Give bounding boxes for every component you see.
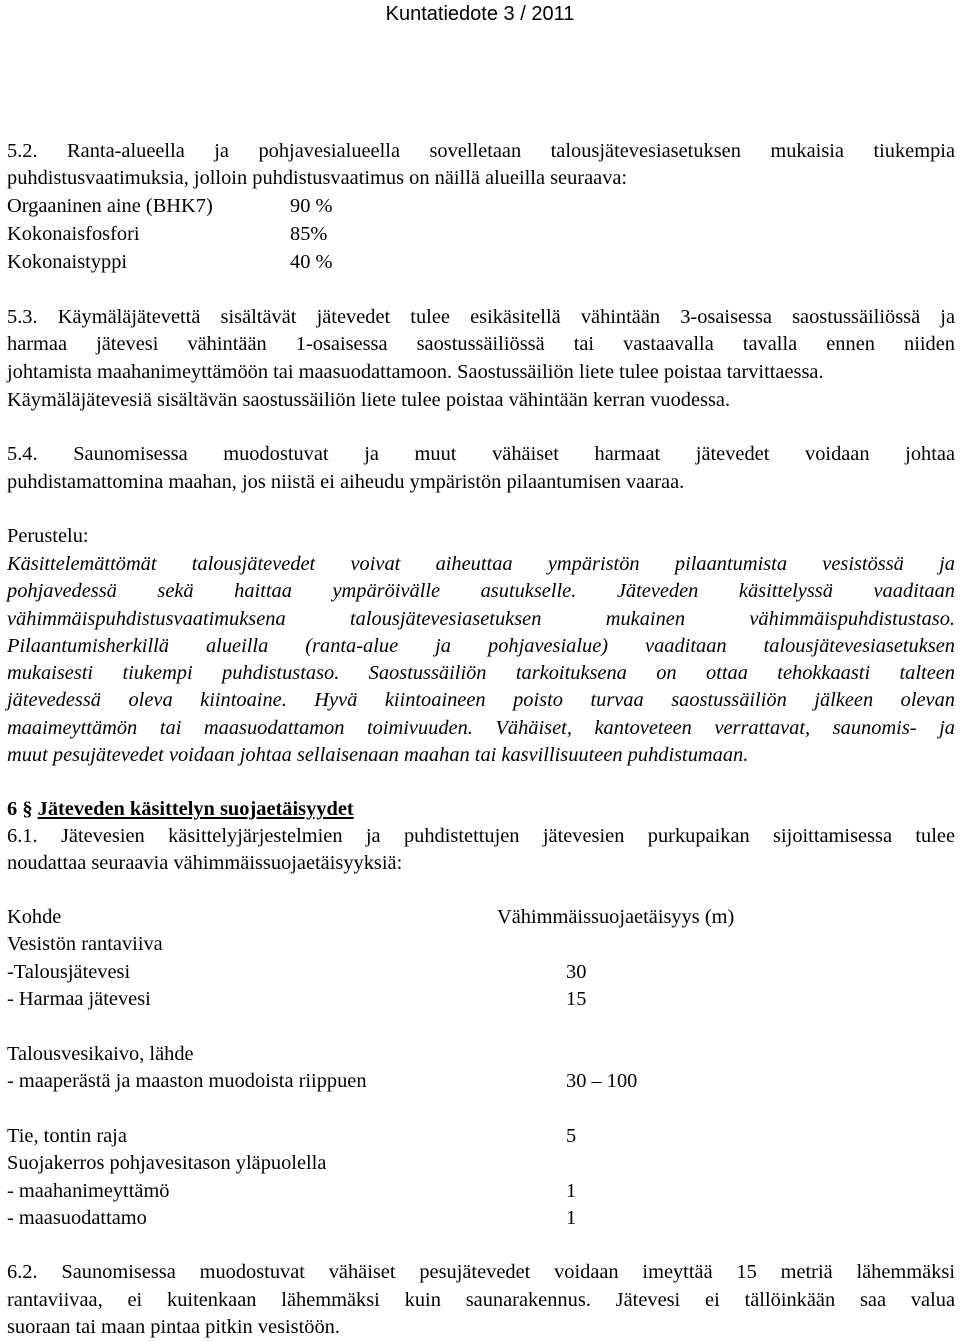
table-row xyxy=(7,1123,577,1150)
s53-line-1: 5.3. Käymäläjätevettä sisältävät jätevedet tulee esikäsitellä vähintään 3-osaisessa saostussäiliössä ja xyxy=(7,306,955,328)
perustelu-heading: Perustelu: xyxy=(7,525,89,547)
table-row xyxy=(7,1068,638,1095)
s52-row-value: 40 % xyxy=(290,251,333,273)
table-row-label: - Harmaa jätevesi xyxy=(7,988,151,1010)
perustelu-line-1: Käsittelemättömät talousjätevedet voivat aiheuttaa ympäristön pilaantumista vesistössä ja xyxy=(7,553,955,575)
table-row-label: - maasuodattamo xyxy=(7,1207,147,1229)
table-row-label: - maaperästä ja maaston muodoista riippuen xyxy=(7,1070,367,1092)
s52-row-value: 85% xyxy=(290,223,328,245)
s52-row-label: Kokonaistyppi xyxy=(7,251,128,273)
s61-line-1: 6.1. Jätevesien käsittelyjärjestelmien ja puhdistettujen jätevesien purkupaikan sijoittamisessa tulee xyxy=(7,825,955,847)
table-row-value: 15 xyxy=(566,988,587,1010)
s52-row-label: Orgaaninen aine (BHK7) xyxy=(7,195,213,217)
s52-line-2: puhdistusvaatimuksia, jolloin puhdistusvaatimus on näillä alueilla seuraava: xyxy=(7,167,628,189)
table-row-label: Tie, tontin raja xyxy=(7,1125,127,1147)
table-row-label: - maahanimeyttämö xyxy=(7,1180,170,1202)
perustelu-line-7: maaimeyttämön tai maasuodattamon toimivuuden. Vähäiset, kantoveteen verrattavat, saunomis- ja xyxy=(7,717,955,739)
s53-line-4: Käymäläjätevesiä sisältävän saostussäiliön liete tulee poistaa vähintään kerran vuodessa. xyxy=(7,389,731,411)
s62-line-1: 6.2. Saunomisessa muodostuvat vähäiset pesujätevedet voidaan imeyttää 15 metriä lähemmäksi xyxy=(7,1261,955,1283)
s52-line-1: 5.2. Ranta-alueella ja pohjavesialueella sovelletaan talousjätevesiasetuksen mukaisia tiukempia xyxy=(7,140,955,162)
s52-row-organic xyxy=(7,193,333,220)
s53-line-3: johtamista maahanimeyttämöön tai maasuodattamoon. Saostussäiliön liete tulee poistaa tarvittaessa. xyxy=(7,361,824,383)
s62-line-2: rantaviivaa, ei kuitenkaan lähemmäksi kuin saunarakennus. Jätevesi ei tällöinkään saa valua xyxy=(7,1289,955,1311)
s52-row-phosphorus xyxy=(7,221,328,248)
section-title: Jäteveden käsittelyn suojaetäisyydet xyxy=(37,798,354,820)
table-row xyxy=(7,986,587,1013)
perustelu-line-3: vähimmäispuhdistusvaatimuksena talousjätevesiasetuksen mukainen vähimmäispuhdistustaso. xyxy=(7,608,955,630)
table-header xyxy=(7,904,735,931)
section-6-heading xyxy=(7,796,354,823)
s52-row-label: Kokonaisfosfori xyxy=(7,223,140,245)
s61-line-2: noudattaa seuraavia vähimmäissuojaetäisyyksiä: xyxy=(7,852,403,874)
perustelu-line-5: mukaisesti tiukempi puhdistustaso. Saostussäiliön tarkoituksena on ottaa tehokkaasti talteen xyxy=(7,662,955,684)
table-row xyxy=(7,959,587,986)
table-row xyxy=(7,931,163,958)
s53-line-2: harmaa jätevesi vähintään 1-osaisessa saostussäiliössä tai vastaavalla tavalla ennen niiden xyxy=(7,333,955,355)
table-row-label: -Talousjätevesi xyxy=(7,961,131,983)
page-header: Kuntatiedote 3 / 2011 xyxy=(385,3,575,25)
perustelu-line-4: Pilaantumisherkillä alueilla (ranta-alue ja pohjavesialue) vaaditaan talousjätevesiasetuksen xyxy=(7,635,955,657)
s54-line-1: 5.4. Saunomisessa muodostuvat ja muut vähäiset harmaat jätevedet voidaan johtaa xyxy=(7,443,955,465)
perustelu-line-6: jätevedessä oleva kiintoaine. Hyvä kiintoaineen poisto turvaa saostussäiliön jälkeen olevan xyxy=(7,689,955,711)
table-row xyxy=(7,1150,326,1177)
table-row xyxy=(7,1041,194,1068)
table-row-value: 5 xyxy=(566,1125,577,1147)
table-row-label: Talousvesikaivo, lähde xyxy=(7,1043,194,1065)
s52-row-value: 90 % xyxy=(290,195,333,217)
table-header-left: Kohde xyxy=(7,906,62,928)
table-row-value: 30 – 100 xyxy=(566,1070,638,1092)
table-row-value: 1 xyxy=(566,1207,577,1229)
s52-row-nitrogen xyxy=(7,249,333,276)
table-row-label: Vesistön rantaviiva xyxy=(7,933,163,955)
table-row xyxy=(7,1205,577,1232)
table-row-value: 30 xyxy=(566,961,587,983)
s54-line-2: puhdistamattomina maahan, jos niistä ei aiheudu ympäristön pilaantumisen vaaraa. xyxy=(7,471,685,493)
table-header-right: Vähimmäissuojaetäisyys (m) xyxy=(497,906,735,928)
table-row xyxy=(7,1178,577,1205)
perustelu-line-2: pohjavedessä sekä haittaa ympäröivälle asutukselle. Jäteveden käsittelyssä vaaditaan xyxy=(7,580,955,602)
perustelu-line-8: muut pesujätevedet voidaan johtaa sellaisenaan maahan tai kasvillisuuteen puhdistumaan. xyxy=(7,744,749,766)
section-symbol: § xyxy=(22,798,33,820)
section-number: 6 xyxy=(7,798,18,820)
table-row-value: 1 xyxy=(566,1180,577,1202)
table-row-label: Suojakerros pohjavesitason yläpuolella xyxy=(7,1152,327,1174)
s62-line-3: suoraan tai maan pintaa pitkin vesistöön. xyxy=(7,1316,340,1338)
